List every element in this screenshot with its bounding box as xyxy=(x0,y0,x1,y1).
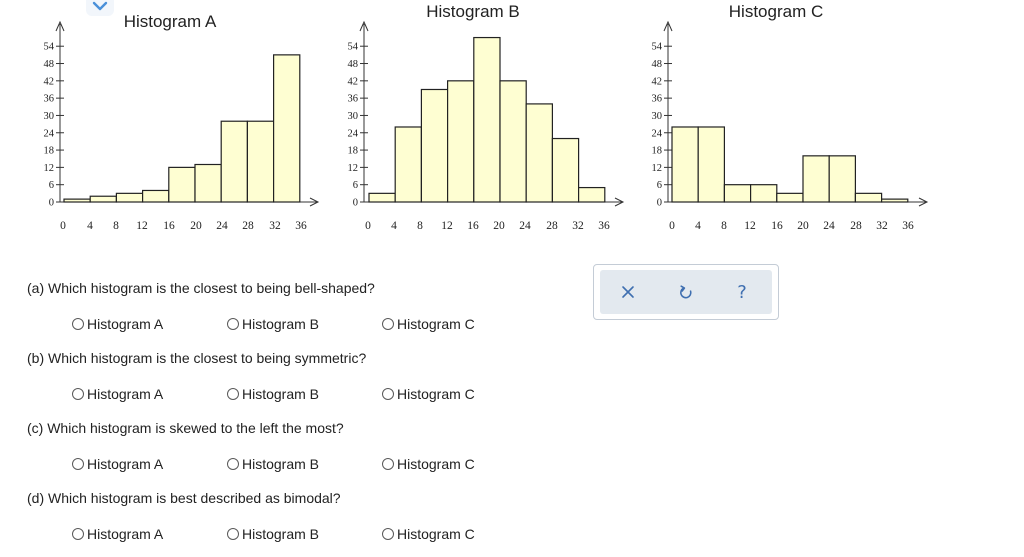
q-d-option-b[interactable]: Histogram B xyxy=(227,526,319,542)
x-tick-label: 32 xyxy=(269,220,281,232)
y-tick-label: 18 xyxy=(651,145,662,157)
q-a-option-b[interactable]: Histogram B xyxy=(227,316,319,332)
x-tick-label: 12 xyxy=(441,220,453,232)
histogram-title: Histogram A xyxy=(123,12,217,31)
histogram-bar xyxy=(526,104,552,202)
x-tick-label: 8 xyxy=(721,220,727,232)
x-tick-label: 28 xyxy=(242,220,254,232)
undo-icon xyxy=(678,284,694,300)
x-tick-label: 20 xyxy=(190,220,202,232)
q-d-option-a[interactable]: Histogram A xyxy=(72,526,163,542)
histograms-figure xyxy=(0,0,1024,240)
histogram-bar xyxy=(169,167,195,202)
x-tick-label: 28 xyxy=(850,220,862,232)
question-c: (c) Which histogram is skewed to the left the most? xyxy=(27,420,344,436)
x-tick-label: 24 xyxy=(519,220,531,232)
histogram-title: Histogram C xyxy=(728,2,824,21)
histogram-bar xyxy=(64,199,90,202)
toolbar-panel xyxy=(600,270,772,314)
radio-button[interactable] xyxy=(227,388,239,400)
q-c-option-a[interactable]: Histogram A xyxy=(72,456,163,472)
histogram-bar xyxy=(855,193,881,202)
x-icon xyxy=(621,285,635,299)
histogram-bar xyxy=(195,164,221,202)
x-tick-label: 0 xyxy=(365,220,371,232)
collapse-toggle[interactable] xyxy=(86,0,114,16)
histogram-bar xyxy=(90,196,116,202)
x-tick-label: 4 xyxy=(87,220,93,232)
radio-button[interactable] xyxy=(382,388,394,400)
histogram-bar xyxy=(143,190,169,202)
radio-button[interactable] xyxy=(382,528,394,540)
histogram-a xyxy=(44,12,319,232)
y-tick-label: 48 xyxy=(651,59,662,71)
y-tick-label: 48 xyxy=(43,59,54,71)
x-tick-label: 20 xyxy=(797,220,809,232)
histogram-bar xyxy=(724,185,750,202)
q-a-option-a[interactable]: Histogram A xyxy=(72,316,163,332)
histogram-bar xyxy=(448,81,474,202)
y-tick-label: 36 xyxy=(347,93,358,105)
undo-button[interactable] xyxy=(672,278,700,306)
y-tick-label: 48 xyxy=(347,59,358,71)
y-tick-label: 42 xyxy=(651,76,662,88)
x-tick-label: 12 xyxy=(136,220,148,232)
y-tick-label: 54 xyxy=(651,41,662,53)
q-c-option-b[interactable]: Histogram B xyxy=(227,456,319,472)
x-tick-label: 0 xyxy=(60,220,66,232)
histogram-c xyxy=(652,2,928,232)
radio-button[interactable] xyxy=(72,528,84,540)
y-tick-label: 0 xyxy=(352,197,358,209)
x-tick-label: 12 xyxy=(744,220,756,232)
x-tick-label: 20 xyxy=(493,220,505,232)
y-tick-label: 6 xyxy=(48,180,54,192)
radio-button[interactable] xyxy=(382,318,394,330)
radio-button[interactable] xyxy=(227,318,239,330)
histogram-bar xyxy=(672,127,698,202)
x-tick-label: 0 xyxy=(669,220,675,232)
y-tick-label: 18 xyxy=(43,145,54,157)
histogram-bar xyxy=(395,127,421,202)
radio-button[interactable] xyxy=(382,458,394,470)
y-tick-label: 30 xyxy=(43,110,54,122)
x-tick-label: 24 xyxy=(216,220,228,232)
histogram-b xyxy=(348,2,624,232)
x-tick-label: 16 xyxy=(771,220,783,232)
histogram-bar xyxy=(803,156,829,202)
y-tick-label: 24 xyxy=(347,128,358,140)
x-tick-label: 8 xyxy=(113,220,119,232)
histogram-bar xyxy=(116,193,142,202)
clear-button[interactable] xyxy=(614,278,642,306)
x-tick-label: 4 xyxy=(391,220,397,232)
histogram-title: Histogram B xyxy=(426,2,520,21)
x-tick-label: 28 xyxy=(546,220,558,232)
histogram-bar xyxy=(751,185,777,202)
histogram-bar xyxy=(421,89,447,202)
question-b: (b) Which histogram is the closest to being symmetric? xyxy=(27,350,367,366)
help-button[interactable]: ? xyxy=(737,281,747,303)
histogram-bar xyxy=(474,38,500,202)
y-tick-label: 54 xyxy=(347,41,358,53)
question-a: (a) Which histogram is the closest to being bell-shaped? xyxy=(27,280,375,296)
q-a-option-c[interactable]: Histogram C xyxy=(382,316,475,332)
x-tick-label: 8 xyxy=(417,220,423,232)
y-tick-label: 12 xyxy=(651,162,662,174)
q-b-option-a[interactable]: Histogram A xyxy=(72,386,163,402)
y-tick-label: 30 xyxy=(651,110,662,122)
x-tick-label: 4 xyxy=(695,220,701,232)
radio-button[interactable] xyxy=(72,458,84,470)
x-tick-label: 16 xyxy=(163,220,175,232)
q-d-option-c[interactable]: Histogram C xyxy=(382,526,475,542)
q-c-option-c[interactable]: Histogram C xyxy=(382,456,475,472)
radio-button[interactable] xyxy=(227,528,239,540)
radio-button[interactable] xyxy=(72,318,84,330)
histogram-bar xyxy=(579,188,605,202)
radio-button[interactable] xyxy=(227,458,239,470)
histogram-bar xyxy=(698,127,724,202)
histogram-bar xyxy=(369,193,395,202)
chevron-down-icon xyxy=(86,0,114,16)
y-tick-label: 24 xyxy=(43,128,54,140)
x-tick-label: 36 xyxy=(902,220,914,232)
histogram-bar xyxy=(274,55,300,202)
histogram-bar xyxy=(829,156,855,202)
y-tick-label: 54 xyxy=(43,41,54,53)
y-tick-label: 6 xyxy=(352,180,358,192)
histogram-bar xyxy=(777,193,803,202)
histogram-bar xyxy=(552,139,578,202)
y-tick-label: 0 xyxy=(656,197,662,209)
histogram-bar xyxy=(500,81,526,202)
y-tick-label: 24 xyxy=(651,128,662,140)
histogram-bar xyxy=(221,121,247,202)
histogram-bar xyxy=(247,121,273,202)
x-tick-label: 24 xyxy=(823,220,835,232)
histogram-bar xyxy=(882,199,908,202)
question-d: (d) Which histogram is best described as bimodal? xyxy=(27,490,341,506)
y-tick-label: 36 xyxy=(43,93,54,105)
q-b-option-b[interactable]: Histogram B xyxy=(227,386,319,402)
x-tick-label: 36 xyxy=(598,220,610,232)
answer-toolbar xyxy=(593,264,779,320)
radio-button[interactable] xyxy=(72,388,84,400)
y-tick-label: 6 xyxy=(656,180,662,192)
y-tick-label: 42 xyxy=(43,76,54,88)
y-tick-label: 42 xyxy=(347,76,358,88)
x-tick-label: 32 xyxy=(572,220,584,232)
x-tick-label: 36 xyxy=(295,220,307,232)
q-b-option-c[interactable]: Histogram C xyxy=(382,386,475,402)
y-tick-label: 0 xyxy=(48,197,54,209)
y-tick-label: 18 xyxy=(347,145,358,157)
x-tick-label: 32 xyxy=(876,220,888,232)
y-tick-label: 30 xyxy=(347,110,358,122)
x-tick-label: 16 xyxy=(467,220,479,232)
y-tick-label: 12 xyxy=(347,162,358,174)
y-tick-label: 36 xyxy=(651,93,662,105)
y-tick-label: 12 xyxy=(43,162,54,174)
